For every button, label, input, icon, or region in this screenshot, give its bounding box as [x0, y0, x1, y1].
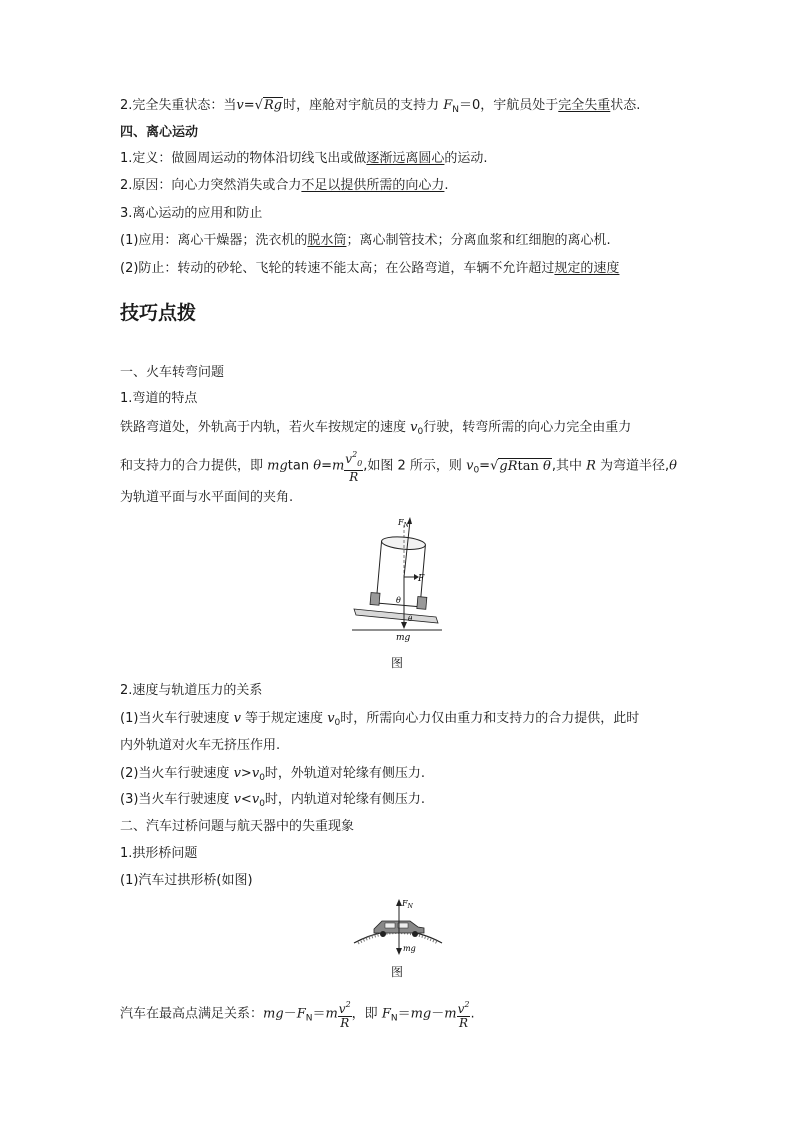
rule-line-1b: 内外轨道对火车无挤压作用.	[120, 738, 281, 753]
text: 为弯道半径,	[595, 458, 670, 474]
application-heading: 3.离心运动的应用和防止	[120, 206, 263, 221]
text: tan	[517, 458, 543, 474]
subsection-speed-pressure: 2.速度与轨道压力的关系	[120, 683, 263, 698]
label-theta-2: θ	[408, 615, 413, 623]
sup: 2	[464, 1000, 470, 1009]
weightless-line: 2.完全失重状态：当v=√Rg时，座舱对宇航员的支持力 $F_N=0$，宇航员处于完全失重状态.	[120, 98, 641, 115]
equals: ＝	[397, 1006, 411, 1022]
paragraph-line-1	[120, 419, 631, 441]
subsection-arch-car: (1)汽车过拱形桥(如图)	[120, 873, 253, 888]
fraction	[338, 998, 352, 1030]
text: ,其中	[551, 458, 587, 474]
sub-0: 0	[259, 773, 265, 783]
sqrt-Rg: Rg	[263, 98, 283, 113]
label-mg: mg	[403, 944, 416, 953]
definition-line	[120, 150, 488, 168]
var-v: v	[410, 420, 418, 435]
sub-0: 0	[334, 718, 341, 728]
equals: =	[243, 98, 255, 113]
fraction	[457, 998, 471, 1030]
sqrt	[498, 458, 551, 474]
var-v: v	[251, 766, 260, 781]
text: 2.完全失重状态：当	[120, 98, 237, 113]
gt: >	[240, 766, 252, 781]
equals: =	[321, 458, 332, 474]
label-F: F	[418, 574, 425, 584]
prevention-line	[120, 260, 619, 278]
lt: <	[240, 792, 252, 807]
text: 时，外轨道对轮缘有侧压力.	[264, 766, 426, 781]
text: 汽车在最高点满足关系：	[120, 1006, 264, 1022]
text: 行驶，转弯所需的向心力完全由重力	[423, 420, 632, 435]
var-mg: mg	[267, 458, 288, 474]
var-m: m	[444, 1006, 457, 1022]
mg-arrowhead	[401, 622, 407, 629]
mg-arrowhead	[396, 948, 402, 955]
var-v: v	[466, 458, 474, 474]
underlined-answer: 逐渐远离圆心	[366, 151, 445, 166]
text: (1)当火车行驶速度	[120, 711, 234, 726]
application-line	[120, 232, 611, 250]
underlined-answer: 完全失重	[558, 98, 611, 113]
var-F: F	[381, 1006, 391, 1022]
highest-point-equation	[120, 998, 475, 1032]
label-mg: mg	[396, 633, 411, 643]
var-v: v	[233, 711, 241, 726]
var-v: v	[236, 98, 244, 113]
text: tan	[287, 458, 314, 474]
sub-N: N	[390, 1013, 398, 1024]
rule-line-1	[120, 710, 639, 732]
text: 和支持力的合力提供，即	[120, 458, 268, 474]
arch-hatch	[358, 933, 438, 944]
text: (3)当火车行驶速度	[120, 792, 234, 807]
sub-0: 0	[417, 427, 424, 437]
banked-track-figure	[350, 513, 446, 643]
var-R: R	[586, 458, 596, 474]
text: θ	[542, 458, 551, 474]
page-heading: 技巧点拨	[120, 302, 197, 324]
text: 2.原因：向心力突然消失或合力	[120, 178, 302, 193]
subsection-curve: 1.弯道的特点	[120, 391, 198, 406]
paragraph-line-3: 为轨道平面与水平面间的夹角.	[120, 490, 294, 505]
section-title-centrifugal: 四、离心运动	[120, 125, 199, 140]
figure-caption-2: 图	[391, 965, 404, 979]
arch-bridge-figure	[352, 897, 444, 957]
text: ,如图 2 所示，则	[363, 458, 467, 474]
var-theta: θ	[669, 458, 677, 474]
text: 时，所需向心力仅由重力和支持力的合力提供，此时	[340, 711, 640, 726]
label-FN: $F_N$	[398, 518, 409, 529]
sup: 2	[352, 450, 358, 459]
var-mg: mg	[263, 1006, 284, 1022]
label-FN: $F_N$	[402, 899, 413, 910]
var-mg: mg	[410, 1006, 432, 1022]
text: 状态.	[610, 98, 641, 113]
underlined-answer: 不足以提供所需的向心力	[301, 178, 445, 193]
sub-N: N	[452, 105, 459, 115]
text: (2)当火车行驶速度	[120, 766, 234, 781]
text: 的运动.	[444, 151, 488, 166]
section-title-train	[120, 364, 224, 382]
text: 一、火车转弯问题	[120, 365, 225, 380]
subsection-arch-bridge: 1.拱形桥问题	[120, 846, 198, 861]
text: ＝0，宇航员处于	[459, 98, 559, 113]
sub: 0	[357, 459, 363, 468]
num: v	[338, 1002, 346, 1016]
figure-caption-1: 图	[391, 656, 404, 670]
sub-N: N	[305, 1013, 313, 1024]
var-v: v	[233, 766, 241, 781]
underlined-answer: 脱水筒	[307, 233, 347, 248]
fraction	[344, 448, 363, 484]
den: R	[459, 1016, 469, 1030]
rule-line-3	[120, 791, 425, 813]
underlined-answer: 规定的速度	[554, 261, 620, 276]
var-F: F	[296, 1006, 306, 1022]
var-v: v	[327, 711, 335, 726]
text: ，即	[351, 1006, 382, 1022]
den: R	[340, 1016, 350, 1030]
text: ；离心制管技术；分离血浆和红细胞的离心机.	[346, 233, 611, 248]
minus: －	[431, 1006, 445, 1022]
rule-line-2	[120, 765, 425, 787]
track-bed	[354, 609, 438, 623]
text: (2)防止：转动的砂轮、飞轮的转速不能太高；在公路弯道，车辆不允许超过	[120, 261, 555, 276]
label-theta: θ	[396, 596, 401, 605]
var-v: v	[251, 792, 260, 807]
text: .	[444, 178, 449, 193]
reason-line	[120, 177, 449, 195]
var-m: m	[325, 1006, 338, 1022]
text: 时，内轨道对轮缘有侧压力.	[264, 792, 426, 807]
text: (1)应用：离心干燥器；洗衣机的	[120, 233, 308, 248]
equals: ＝	[312, 1006, 326, 1022]
text: 铁路弯道处，外轨高于内轨，若火车按规定的速度	[120, 420, 411, 435]
train-body	[370, 535, 432, 610]
var-v: v	[233, 792, 241, 807]
sup: 2	[345, 1000, 351, 1009]
var-theta: θ	[313, 458, 322, 474]
num: v	[457, 1002, 465, 1016]
equals: =	[479, 458, 491, 474]
text: 1.定义：做圆周运动的物体沿切线飞出或做	[120, 151, 367, 166]
text: .	[470, 1006, 475, 1022]
sub-0: 0	[259, 799, 265, 809]
paragraph-line-2: 和支持力的合力提供，即 mgtan θ=m $\frac{v^2_0}{R}$ ,如图 2 所示，则 $v_0=√gRtan$ θ,其中 R 为弯道半径,θ	[120, 450, 677, 484]
minus: －	[283, 1006, 297, 1022]
sub-0: 0	[473, 465, 480, 476]
text: 等于规定速度	[240, 711, 328, 726]
text: 时，座舱对宇航员的支持力	[283, 98, 444, 113]
var-m: m	[331, 458, 345, 474]
var-F: F	[443, 98, 453, 113]
den: R	[349, 470, 359, 484]
section-title-bridge: 二、汽车过桥问题与航天器中的失重现象	[120, 819, 355, 834]
num: v	[345, 452, 353, 466]
text: gR	[499, 458, 518, 474]
